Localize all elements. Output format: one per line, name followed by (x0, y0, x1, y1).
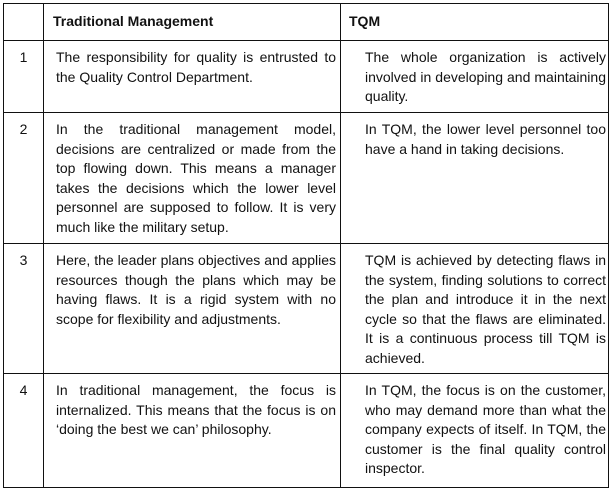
row-number: 3 (4, 244, 44, 374)
header-row (4, 4, 609, 41)
traditional-cell: Here, the leader plans objectives and applies resources though the plans which may be having flaws. It is a rigid system with no scope for flexibility and adjustments. (44, 244, 341, 374)
tqm-cell: TQM is achieved by detecting flaws in the system, finding solutions to correct the plan and introduce it in the next cycle so that the flaws are eliminated. It is a continuous process till TQM is achieved. (341, 244, 609, 374)
tqm-cell: In TQM, the lower level personnel too have a hand in taking decisions. (341, 113, 609, 244)
row-number: 4 (4, 374, 44, 488)
header-tqm: TQM (341, 4, 609, 41)
tqm-cell: In TQM, the focus is on the customer, who may demand more than what the company expects of itself. In TQM, the customer is the final quality control inspector. (341, 374, 609, 488)
tqm-cell: The whole organization is actively involved in developing and maintaining quality. (341, 41, 609, 113)
header-traditional-management: Traditional Management (44, 4, 341, 41)
table-row (4, 374, 609, 488)
traditional-cell: In traditional management, the focus is internalized. This means that the focus is on ‘doing the best we can’ philosophy. (44, 374, 341, 488)
header-number (4, 4, 44, 41)
table-row (4, 113, 609, 244)
table-row (4, 244, 609, 374)
row-number: 2 (4, 113, 44, 244)
row-number: 1 (4, 41, 44, 113)
table-row (4, 41, 609, 113)
traditional-cell: The responsibility for quality is entrusted to the Quality Control Department. (44, 41, 341, 113)
traditional-cell: In the traditional management model, decisions are centralized or made from the top flowing down. This means a manager takes the decisions which the lower level personnel are supposed to follow. It is very much like the military setup. (44, 113, 341, 244)
comparison-table (3, 3, 609, 488)
